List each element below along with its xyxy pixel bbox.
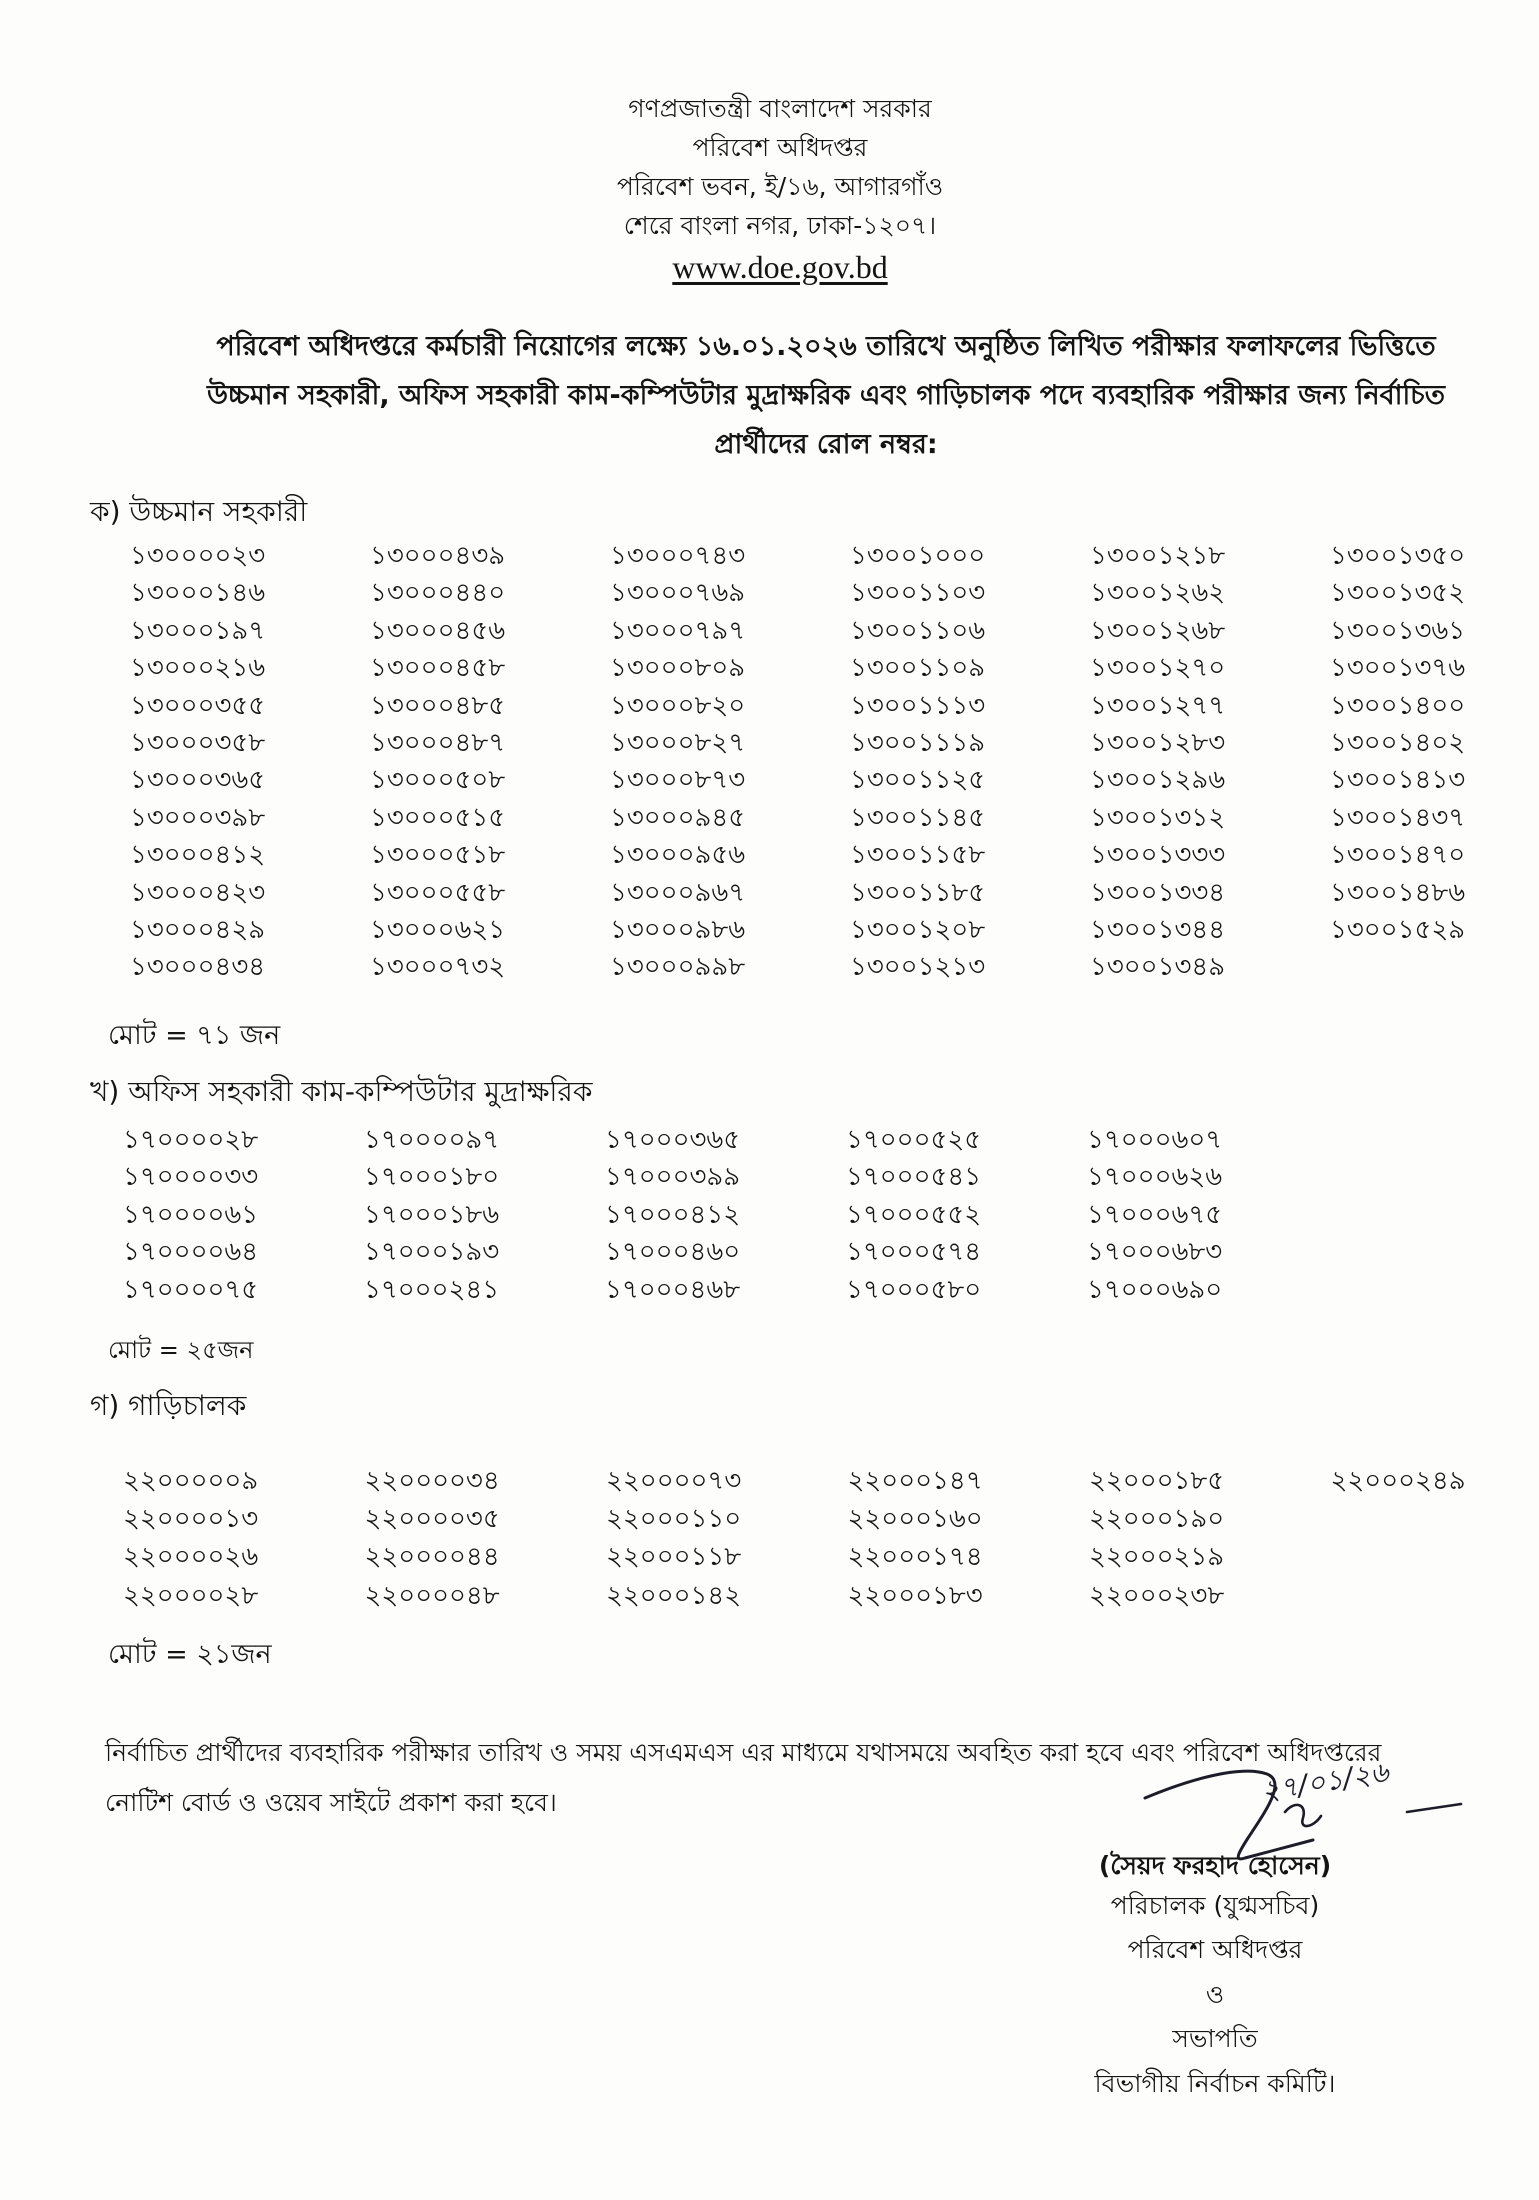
- roll-number: ১৩০০১৫২৯: [1330, 914, 1466, 945]
- roll-number: ১৩০০০৯৫৬: [610, 840, 746, 871]
- roll-number: ১৩০০১৪৭০: [1330, 840, 1466, 871]
- notice-title: [176, 322, 1476, 469]
- roll-number: ১৩০০০৫১৮: [370, 840, 506, 871]
- roll-number-column: [1089, 1462, 1331, 1615]
- roll-number: ১৭০০০৪১২: [605, 1199, 741, 1230]
- office-header: [430, 89, 1130, 289]
- roll-number: ১৩০০১১০৩: [850, 578, 986, 609]
- roll-number: ১৩০০১৩৩৪: [1090, 877, 1226, 908]
- roll-number: ১৩০০১৩৪৪: [1090, 914, 1226, 945]
- roll-number: ১৩০০০৪৩৯: [370, 541, 506, 571]
- signatory-conjunction: ও: [1205, 1979, 1225, 2009]
- roll-number: ১৩০০০৪৩৪: [130, 952, 266, 983]
- notice-title-line: উচ্চমান সহকারী, অফিস সহকারী কাম-কম্পিউটার মুদ্রাক্ষরিক এবং গাড়িচালক পদে ব্যবহারিক পরীক্ষার জন্য নির্বাচিত: [207, 380, 1445, 411]
- roll-number: ১৩০০০৯৬৭: [610, 877, 746, 908]
- roll-number: ১৩০০১৩৩৩: [1090, 840, 1226, 871]
- roll-number: ২২০০০১১০: [606, 1504, 742, 1535]
- roll-number: ২২০০০২৩৮: [1089, 1580, 1225, 1611]
- roll-number: ১৩০০১২১৩: [850, 952, 986, 983]
- roll-number: ১৩০০১৩৫০: [1330, 541, 1466, 571]
- roll-number: ২২০০০১৭৪: [847, 1542, 983, 1573]
- roll-number: ১৭০০০৪৬৮: [605, 1274, 741, 1305]
- roll-number-column: [365, 1462, 607, 1615]
- roll-number: ১৭০০০০৯৭: [364, 1125, 500, 1155]
- roll-number: ১৭০০০০৬১: [123, 1199, 259, 1230]
- roll-number: ১৩০০০০২৩: [130, 541, 266, 571]
- roll-number: ১৩০০১৪৮৬: [1330, 877, 1466, 908]
- roll-number: ২২০০০১৪২: [606, 1580, 742, 1611]
- roll-number: ১৩০০১৩৬১: [1330, 615, 1466, 646]
- roll-number: ১৩০০০৩৬৫: [130, 765, 266, 796]
- date-underline: [1407, 1804, 1461, 1812]
- section-heading: গ) গাড়িচালক: [90, 1389, 247, 1422]
- roll-number-column: [130, 538, 370, 987]
- roll-number: ২২০০০১৯০: [1089, 1504, 1225, 1535]
- roll-number-column: [610, 538, 850, 987]
- government-name: গণপ্রজাতন্ত্রী বাংলাদেশ সরকার: [628, 94, 932, 123]
- roll-number: ১৩০০০৭৩২: [370, 952, 506, 983]
- notice-title-line: প্রার্থীদের রোল নম্বর:: [714, 429, 938, 460]
- roll-number: ১৩০০১২৮৩: [1090, 727, 1226, 758]
- roll-number-grid: [123, 1462, 1481, 1615]
- roll-number: ২২০০০১১৮: [606, 1542, 742, 1573]
- roll-number: ১৩০০০৪৮৫: [370, 690, 506, 721]
- roll-number: ১৭০০০০৭৫: [123, 1274, 259, 1305]
- roll-number: ১৩০০১৪০০: [1330, 690, 1466, 721]
- roll-number: ১৩০০১৪১৩: [1330, 765, 1466, 796]
- roll-number: ১৩০০০৪৫৬: [370, 615, 506, 646]
- roll-number: ২২০০০০০৯: [123, 1466, 259, 1496]
- roll-number: ১৭০০০০২৮: [123, 1125, 259, 1155]
- roll-number-column: [1087, 1122, 1237, 1309]
- roll-number: ২২০০০০৪৪: [364, 1542, 500, 1573]
- roll-number: ১৩০০০৪১২: [130, 840, 266, 871]
- roll-number: ২২০০০১৬০: [847, 1504, 983, 1535]
- roll-number: ১৩০০১২৬২: [1090, 578, 1226, 609]
- roll-number: ২২০০০১৪৭: [847, 1466, 983, 1496]
- roll-number: ১৩০০১১০৬: [850, 615, 986, 646]
- section-total: মোট = ৭১ জন: [108, 1020, 281, 1051]
- roll-number: ১৩০০০৩৫৮: [130, 727, 266, 758]
- roll-number: ১৭০০০২৪১: [364, 1274, 500, 1305]
- roll-number: ১৩০০০৫৫৮: [370, 877, 506, 908]
- roll-number: ১৩০০১১১৩: [850, 690, 986, 721]
- roll-number: ১৩০০০৪২৩: [130, 877, 266, 908]
- roll-number: ১৩০০০২১৬: [130, 653, 266, 684]
- roll-number-column: [1330, 538, 1480, 987]
- roll-number: ১৩০০১১৫৮: [850, 840, 986, 871]
- roll-number-column: [364, 1122, 605, 1309]
- roll-number: ২২০০০১৮৩: [847, 1580, 983, 1611]
- roll-number: ১৩০০০৮২৭: [610, 727, 746, 758]
- roll-number: ১৩০০১৪৩৭: [1330, 802, 1466, 833]
- roll-number: ১৩০০১৪০২: [1330, 727, 1466, 758]
- roll-number: ১৩০০০১৯৭: [130, 615, 266, 646]
- section-total: মোট = ২১জন: [108, 1639, 272, 1670]
- roll-number: ২২০০০০৩৪: [364, 1466, 500, 1496]
- roll-number: ১৩০০০৮৭৩: [610, 765, 746, 796]
- roll-number: ২২০০০১৮৫: [1089, 1466, 1225, 1496]
- roll-number: ১৩০০১১১৯: [850, 727, 986, 758]
- roll-number: ১৩০০০৭৪৩: [610, 541, 746, 571]
- roll-number-column: [123, 1462, 365, 1615]
- roll-number: ১৩০০১২১৮: [1090, 541, 1226, 571]
- roll-number-column: [846, 1122, 1087, 1309]
- roll-number-column: [1090, 538, 1330, 987]
- roll-number: ১৭০০০৫৮০: [846, 1274, 982, 1305]
- roll-number: ১৩০০১২০৮: [850, 914, 986, 945]
- office-city-address: শেরে বাংলা নগর, ঢাকা-১২০৭।: [623, 211, 937, 240]
- roll-number: ২২০০০০২৮: [123, 1580, 259, 1611]
- roll-number: ১৩০০১০০০: [850, 541, 986, 571]
- roll-number: ১৩০০১২৭৭: [1090, 690, 1226, 721]
- roll-number-column: [850, 538, 1090, 987]
- roll-number: ১৭০০০৬৯০: [1087, 1274, 1223, 1305]
- roll-number: ১৩০০০৫১৫: [370, 802, 506, 833]
- roll-number: ২২০০০০২৬: [123, 1542, 259, 1573]
- roll-number: ১৩০০০৭৬৯: [610, 578, 746, 609]
- roll-number: ১৩০০১২৯৬: [1090, 765, 1226, 796]
- signatory-role: সভাপতি: [1172, 2024, 1258, 2054]
- roll-number-column: [123, 1122, 364, 1309]
- roll-number: ১৭০০০১৮০: [364, 1162, 500, 1193]
- roll-number: ২২০০০২৪৯: [1330, 1466, 1466, 1496]
- roll-number: ১৩০০০৪২৯: [130, 914, 266, 945]
- roll-number: ১৭০০০৬২৬: [1087, 1162, 1223, 1193]
- roll-number: ১৩০০০৭৯৭: [610, 615, 746, 646]
- roll-number: ২২০০০০৭৩: [606, 1466, 742, 1496]
- roll-number: ২২০০০০১৩: [123, 1504, 259, 1535]
- roll-number: ১৭০০০০৬৪: [123, 1237, 259, 1268]
- section-heading: ক) উচ্চমান সহকারী: [90, 495, 308, 528]
- signatory-name: (সৈয়দ ফরহাদ হোসেন): [1098, 1851, 1332, 1880]
- roll-number: ১৭০০০৫৪১: [846, 1162, 982, 1193]
- roll-number: ১৩০০০৮০৯: [610, 653, 746, 684]
- signatory-committee: বিভাগীয় নির্বাচন কমিটি।: [1094, 2068, 1336, 2098]
- roll-number: ১৩০০০৯৯৮: [610, 952, 746, 983]
- roll-number: ১৩০০০১৪৬: [130, 578, 266, 609]
- signatory-office: পরিবেশ অধিদপ্তর: [1127, 1935, 1303, 1965]
- roll-number-grid: [130, 538, 1480, 987]
- roll-number: ১৩০০১১০৯: [850, 653, 986, 684]
- roll-number: ২২০০০০৪৮: [364, 1580, 500, 1611]
- website-url: www.doe.gov.bd: [672, 249, 888, 285]
- roll-number: ১৩০০১১৮৫: [850, 877, 986, 908]
- office-building-address: পরিবেশ ভবন, ই/১৬, আগারগাঁও: [616, 172, 944, 201]
- roll-number: ১৩০০০৩৯৮: [130, 802, 266, 833]
- department-name: পরিবেশ অধিদপ্তর: [692, 133, 868, 162]
- roll-number: ১৩০০১৩৪৯: [1090, 952, 1226, 983]
- roll-number: ১৩০০১৩১২: [1090, 802, 1226, 833]
- notice-title-line: পরিবেশ অধিদপ্তরে কর্মচারী নিয়োগের লক্ষ্যে ১৬.০১.২০২৬ তারিখে অনুষ্ঠিত লিখিত পরীক্ষার ফলাফলের ভিত্তিতে: [216, 331, 1436, 362]
- roll-number: ১৭০০০৫২৫: [846, 1125, 982, 1155]
- roll-number: ২২০০০০৩৫: [364, 1504, 500, 1535]
- section-total: মোট = ২৫জন: [108, 1336, 254, 1364]
- roll-number: ১৭০০০১৯৩: [364, 1237, 500, 1268]
- roll-number: ১৭০০০৬০৭: [1087, 1125, 1223, 1155]
- roll-number: ১৩০০০৪৫৮: [370, 653, 506, 684]
- roll-number-grid: [123, 1122, 1237, 1309]
- roll-number: ১৩০০০৩৫৫: [130, 690, 266, 721]
- roll-number: ১৭০০০৫৫২: [846, 1199, 982, 1230]
- roll-number-column: [370, 538, 610, 987]
- practical-exam-notice: নির্বাচিত প্রার্থীদের ব্যবহারিক পরীক্ষার তারিখ ও সময় এসএমএস এর মাধ্যমে যথাসময়ে অবহিত করা হবে এবং পরিবেশ অধিদপ্তরের নোটিশ বোর্ড ও ওয়েব সাইটে প্রকাশ করা হবে।: [105, 1738, 1382, 1817]
- section-heading: খ) অফিস সহকারী কাম-কম্পিউটার মুদ্রাক্ষরিক: [90, 1075, 593, 1108]
- roll-number: ১৩০০০৪৮৭: [370, 727, 506, 758]
- roll-number: ১৩০০০৯৮৬: [610, 914, 746, 945]
- roll-number: ১৩০০১১২৫: [850, 765, 986, 796]
- signature-date: ২৭/০১/২৬: [1259, 1755, 1391, 1808]
- roll-number: ১৩০০১১৪৫: [850, 802, 986, 833]
- roll-number-column: [605, 1122, 846, 1309]
- roll-number: ১৩০০০৮২০: [610, 690, 746, 721]
- roll-number: ১৭০০০৩৯৯: [605, 1162, 741, 1193]
- roll-number: ১৭০০০৩৬৫: [605, 1125, 741, 1155]
- roll-number: ১৩০০১২৭০: [1090, 653, 1226, 684]
- signatory-designation: [1015, 1884, 1415, 2106]
- signatory-title: পরিচালক (যুগ্মসচিব): [1110, 1891, 1320, 1920]
- roll-number: ১৭০০০০৩৩: [123, 1162, 259, 1193]
- roll-number: ১৭০০০৬৮৩: [1087, 1237, 1223, 1268]
- roll-number: ২২০০০২১৯: [1089, 1542, 1225, 1573]
- roll-number: ১৩০০১২৬৮: [1090, 615, 1226, 646]
- roll-number-column: [1331, 1462, 1481, 1615]
- roll-number: ১৩০০০৫০৮: [370, 765, 506, 796]
- roll-number: ১৩০০০৬২১: [370, 914, 506, 945]
- roll-number: ১৭০০০৬৭৫: [1087, 1199, 1223, 1230]
- roll-number-column: [848, 1462, 1090, 1615]
- roll-number: ১৭০০০১৮৬: [364, 1199, 500, 1230]
- roll-number: ১৩০০০৯৪৫: [610, 802, 746, 833]
- roll-number-column: [606, 1462, 848, 1615]
- roll-number: ১৩০০১৩৫২: [1330, 578, 1466, 609]
- roll-number: ১৩০০১৩৭৬: [1330, 653, 1466, 684]
- roll-number: ১৭০০০৪৬০: [605, 1237, 741, 1268]
- roll-number: ১৩০০০৪৪০: [370, 578, 506, 609]
- roll-number: ১৭০০০৫৭৪: [846, 1237, 982, 1268]
